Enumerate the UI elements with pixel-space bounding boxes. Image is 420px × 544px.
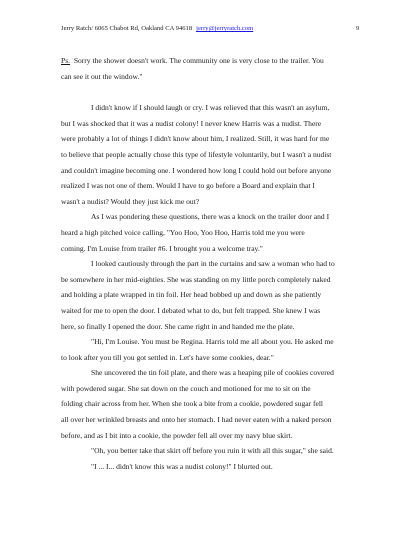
paragraph-line: before, and as I bit into a cookie, the powder fell all over my navy blue skirt. [61,430,293,440]
paragraph-line: with powdered sugar. She sat down on the couch and motioned for me to sit on the [61,383,311,393]
paragraph-line: wasn't a nudist? Would they just kick me out? [61,196,200,206]
paragraph-line: all over her wrinkled breasts and onto her stomach. I had never eaten with a naked person [61,415,332,425]
body-paragraph [61,443,363,459]
paragraph-line: to believe that people actually chose this type of lifestyle voluntarily, but I wasn't a nudist [61,149,332,159]
paragraph-gap [61,84,363,100]
paragraph-line: I looked cautiously through the part in the curtains and saw a woman who had to [91,259,335,269]
paragraph-line: be somewhere in her mid-eighties. She was standing on my little porch completely naked [61,274,331,284]
paragraph-line: realized I was not one of them. Would I have to go before a Board and explain that I [61,181,315,191]
paragraph-line: As I was pondering these questions, there was a knock on the trailer door and I [91,212,330,222]
paragraph-line: here, so finally I opened the door. She came right in and handed me the plate. [61,321,295,331]
body-paragraph [61,365,363,443]
document-body [61,53,363,474]
body-paragraph [61,459,363,475]
paragraph-line: and couldn't imagine becoming one. I wondered how long I could hold out before anyone [61,165,332,175]
ps-line: Sorry the shower doesn't work. The community one is very close to the trailer. You [73,56,324,65]
paragraph-line: "Oh, you better take that skirt off before you ruin it with all this sugar," she said. [91,446,334,456]
paragraph-line: folding chair across from her. When she took a bite from a cookie, powdered sugar fell [61,399,324,409]
paragraph-line: She uncovered the tin foil plate, and there was a heaping pile of cookies covered [91,368,334,378]
paragraph-line: "Hi, I'm Louise. You must be Regina. Harris told me all about you. He asked me [91,337,334,347]
ps-label: Ps. [61,56,71,65]
paragraph-line: coming. I'm Louise from trailer #6. I brought you a welcome tray." [61,243,263,253]
ps-paragraph [61,53,363,84]
page-header [61,25,361,33]
paragraph-list [61,100,363,474]
body-paragraph [61,334,363,365]
paragraph-line: I didn't know if I should laugh or cry. I was relieved that this wasn't an asylum, [91,103,330,113]
paragraph-line: were probably a lot of things I didn't know about him, I realized. Still, it was hard for me [61,134,330,144]
paragraph-line: to look after you till you got settled in. Let's have some cookies, dear." [61,352,274,362]
page-number: 9 [356,25,360,32]
header-address: Jerry Ratch/ 6065 Chabot Rd, Oakland CA 94618 [61,25,193,32]
body-paragraph [61,256,363,334]
ps-line: can see it out the window." [61,71,143,81]
paragraph-line: and holding a plate wrapped in tin foil. Her head bobbed up and down as she patiently [61,290,322,300]
body-paragraph [61,209,363,256]
paragraph-line: "I ... I... didn't know this was a nudist colony!" I blurted out. [91,461,273,471]
paragraph-line: heard a high pitched voice calling, "Yoo Hoo, Yoo Hoo, Harris told me you were [61,227,305,237]
body-paragraph [61,100,363,209]
paragraph-line: waited for me to open the door. I debated what to do, but felt trapped. She knew I was [61,305,321,315]
header-email-link[interactable]: jerry@jerryratch.com [196,25,254,32]
paragraph-line: but I was shocked that it was a nudist colony! I never knew Harris was a nudist. There [61,118,322,128]
